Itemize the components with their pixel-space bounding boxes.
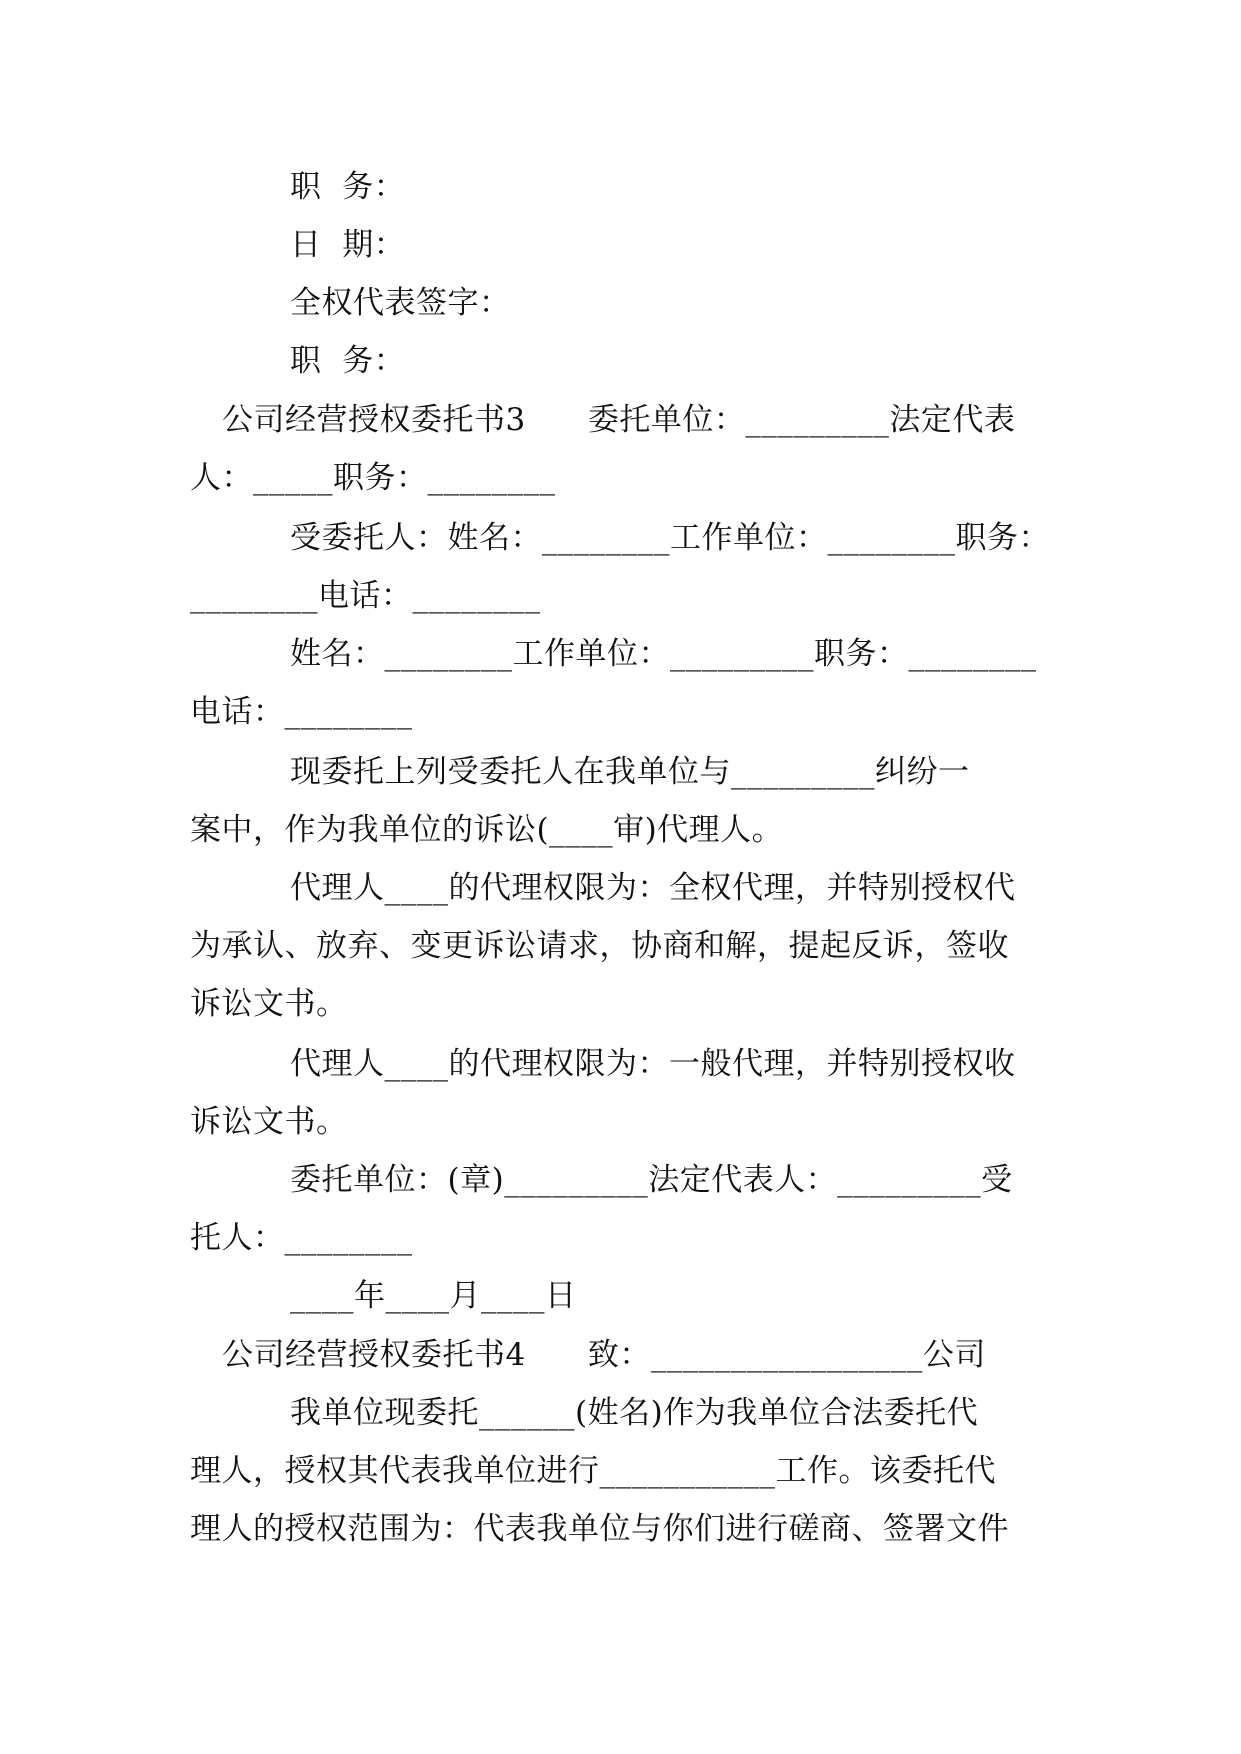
text-line: 诉讼文书。 [190,1104,348,1140]
text-line: 案中，作为我单位的诉讼(____审)代理人。 [190,812,784,848]
text-line: 现委托上列受委托人在我单位与_________纠纷一 [290,754,970,790]
representative-signature-label: 全权代表签字： [290,285,511,321]
section-heading-4: 公司经营授权委托书4 致：_________________公司 [222,1337,986,1373]
section-heading-3: 公司经营授权委托书3 委托单位：_________法定代表 [222,402,1016,438]
text-line: 委托单位：(章)_________法定代表人：_________受 [290,1162,1013,1198]
text-line: 代理人____的代理权限为：全权代理，并特别授权代 [290,870,1016,906]
position-label-1: 职 务： [290,169,406,205]
text-line: 托人：________ [190,1220,413,1256]
text-line: 电话：________ [190,694,413,730]
position-label-2: 职 务： [290,343,406,379]
date-label: 日 期： [290,227,406,263]
text-line: 受委托人：姓名：________工作单位：________职务： [290,520,1050,556]
text-line: 我单位现委托______(姓名)作为我单位合法委托代 [290,1395,979,1431]
text-line: 理人，授权其代表我单位进行___________工作。该委托代 [190,1453,996,1489]
text-line: 人：_____职务：________ [190,460,556,496]
text-line: 诉讼文书。 [190,986,348,1022]
text-line: 理人的授权范围为：代表我单位与你们进行磋商、签署文件 [190,1511,1009,1547]
text-line: 姓名：________工作单位：_________职务：________ [290,636,1037,672]
text-line: ________电话：________ [190,578,541,614]
text-line: 代理人____的代理权限为：一般代理，并特别授权收 [290,1046,1016,1082]
date-blank-line: ____年____月____日 [290,1278,577,1314]
text-line: 为承认、放弃、变更诉讼请求，协商和解，提起反诉，签收 [190,928,1009,964]
